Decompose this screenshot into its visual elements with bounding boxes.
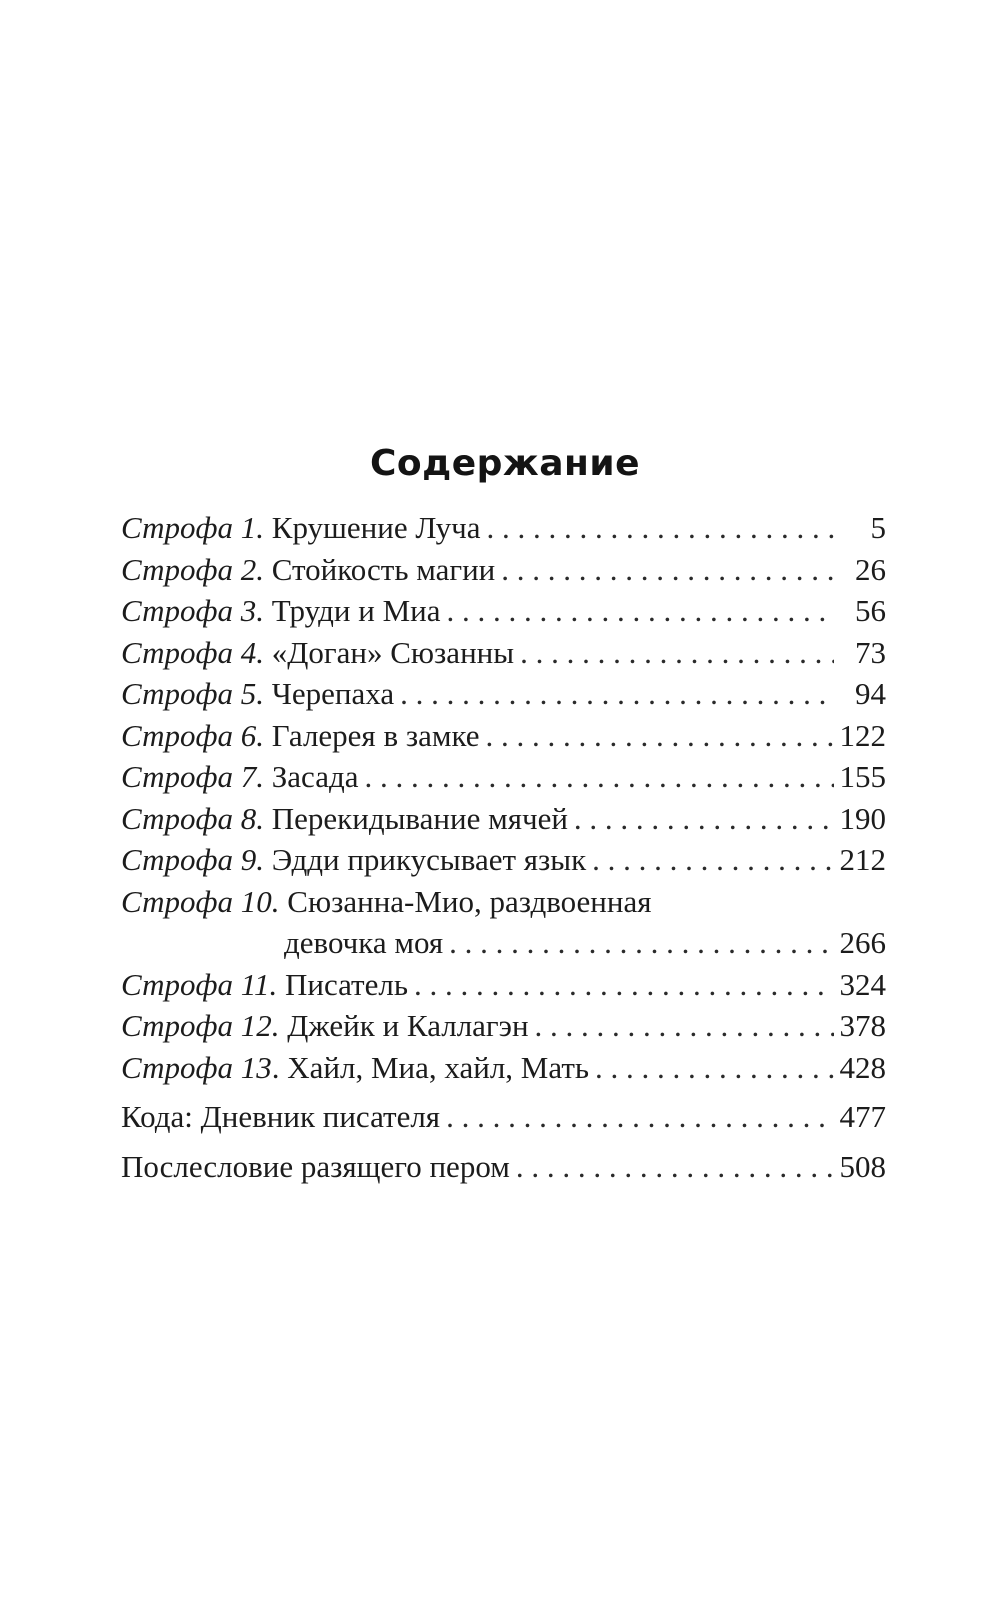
dot-leader [447, 590, 834, 632]
entry-title: Засада [271, 759, 359, 794]
entry-prefix: Строфа 9. [121, 842, 265, 877]
entry-title: Труди и Миа [271, 593, 441, 628]
dot-leader [486, 507, 834, 549]
entry-prefix: Строфа 3. [121, 593, 265, 628]
entry-title: Эдди прикусывает язык [271, 842, 587, 877]
entry-page-number: 94 [855, 676, 886, 711]
toc-entry [121, 1047, 886, 1089]
entry-title: Сюзанна-Мио, раздвоенная [287, 883, 652, 919]
entry-page-number: 5 [870, 510, 886, 545]
toc-entry [121, 881, 886, 923]
dot-leader [414, 964, 834, 1006]
dot-leader [595, 1047, 834, 1089]
toc-entry [121, 549, 886, 591]
entry-prefix: Строфа 12. [121, 1008, 280, 1043]
entry-title: Галерея в замке [271, 717, 480, 753]
entry-page-number: 428 [839, 1049, 886, 1085]
toc-heading: Содержание [369, 443, 641, 484]
entry-page-number: 212 [839, 842, 886, 877]
entry-prefix: Строфа 13 [121, 1049, 272, 1085]
toc-entry-continuation [121, 922, 886, 964]
entry-title: Перекидывание мячей [271, 800, 568, 836]
dot-leader [364, 756, 834, 798]
entry-page-number: 155 [839, 759, 886, 794]
dot-leader [516, 1146, 834, 1188]
entry-page-number: 324 [839, 966, 886, 1002]
entry-page-number: 122 [839, 717, 886, 753]
dot-leader [535, 1005, 834, 1047]
toc-entry [121, 964, 886, 1006]
toc-entry [121, 756, 886, 798]
toc-entry [121, 507, 886, 549]
entry-title: Писатель [284, 966, 408, 1002]
entry-prefix: Строфа 1. [121, 510, 265, 545]
entry-prefix: Строфа 6. [121, 717, 265, 753]
entry-page-number: 56 [855, 593, 886, 628]
entry-prefix: Строфа 2. [121, 551, 265, 587]
entry-page-number: 378 [839, 1008, 886, 1043]
entry-title: Послесловие разящего пером [121, 1148, 510, 1184]
toc-entry [121, 798, 886, 840]
toc-extra-entry [121, 1146, 886, 1188]
dot-leader [520, 632, 834, 674]
entry-prefix: Строфа 7. [121, 759, 265, 794]
entry-title: Крушение Луча [271, 510, 481, 545]
toc-entry [121, 839, 886, 881]
entry-title: Джейк и Каллагэн [287, 1008, 529, 1043]
toc-entry [121, 1005, 886, 1047]
entry-prefix: Строфа 4. [121, 634, 265, 670]
dot-leader [486, 715, 834, 757]
entry-prefix: Строфа 5. [121, 676, 265, 711]
toc-entry [121, 673, 886, 715]
entry-page-number: 73 [855, 634, 886, 670]
entry-page-number: 508 [839, 1148, 886, 1184]
entry-page-number: 26 [855, 551, 886, 587]
toc-entry [121, 715, 886, 757]
dot-leader [592, 839, 834, 881]
entry-title: Стойкость магии [271, 551, 496, 587]
entry-title: Черепаха [271, 676, 395, 711]
dot-leader [446, 1096, 834, 1138]
entry-page-number: 477 [839, 1099, 886, 1134]
toc-entry [121, 590, 886, 632]
entry-title: «Доган» Сюзанны [271, 634, 515, 670]
dot-leader [574, 798, 834, 840]
entry-page-number: 190 [839, 800, 886, 836]
toc-extra-entry [121, 1096, 886, 1138]
table-of-contents [121, 507, 886, 1187]
dot-leader [400, 673, 834, 715]
entry-prefix: Строфа 11. [121, 966, 278, 1002]
toc-entry [121, 632, 886, 674]
entry-title: Кода: Дневник писателя [121, 1099, 441, 1134]
dot-leader [501, 549, 834, 591]
entry-title-continuation: девочка моя [284, 925, 444, 960]
entry-title: . Хайл, Миа, хайл, Мать [271, 1049, 590, 1085]
entry-page-number: 266 [839, 925, 886, 960]
entry-prefix: Строфа 8. [121, 800, 265, 836]
entry-prefix: Строфа 10. [121, 883, 280, 919]
dot-leader [449, 922, 834, 964]
